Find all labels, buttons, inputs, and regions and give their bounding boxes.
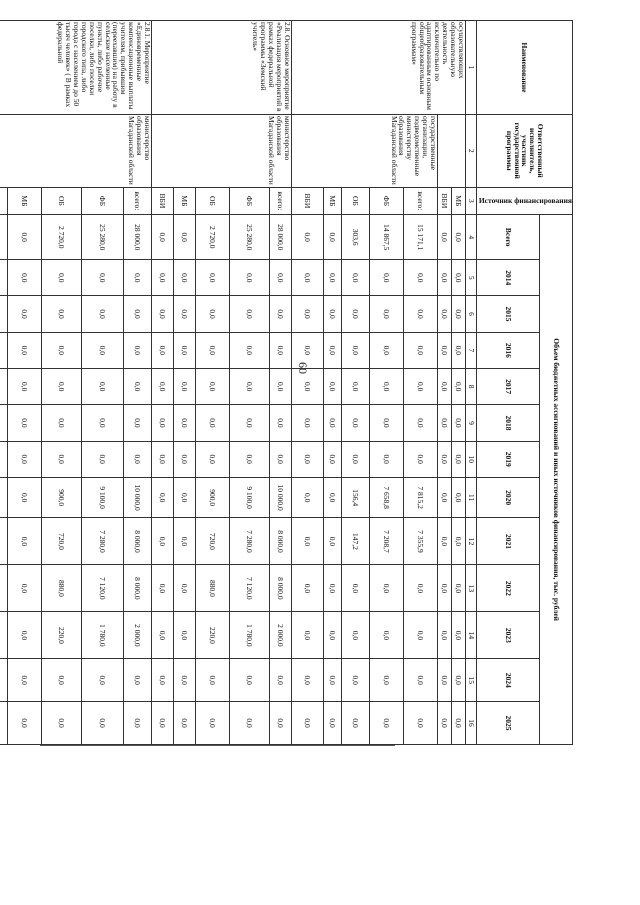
table-row: [123, 21, 151, 745]
row-value: 0,0: [323, 215, 341, 260]
row-value: 0,0: [229, 369, 269, 405]
row-value: 0,0: [229, 659, 269, 702]
row-value: 0,0: [151, 296, 173, 332]
row-value: 28 000,0: [269, 215, 291, 260]
row-value: 0,0: [291, 369, 323, 405]
row-value: 0,0: [323, 296, 341, 332]
row-value: 0,0: [323, 702, 341, 745]
row-value: 0,0: [369, 369, 403, 405]
row-value: 0,0: [291, 405, 323, 441]
row-value: 0,0: [81, 441, 123, 477]
row-source: МБ: [451, 187, 465, 215]
row-value: 0,0: [41, 332, 81, 368]
row-value: 0,0: [451, 612, 465, 659]
row-value: 0,0: [269, 702, 291, 745]
row-value: 0,0: [269, 296, 291, 332]
row-value: 0,0: [41, 659, 81, 702]
row-value: 0,0: [451, 659, 465, 702]
row-value: 0,0: [369, 260, 403, 296]
row-value: 0,0: [369, 441, 403, 477]
row-value: 0,0: [403, 369, 437, 405]
row-value: 0,0: [269, 441, 291, 477]
row-value: 0,0: [403, 612, 437, 659]
row-value: [0, 332, 7, 368]
row-value: 0,0: [195, 659, 229, 702]
row-value: 0,0: [437, 405, 451, 441]
row-value: 0,0: [437, 296, 451, 332]
column-number: 8: [465, 369, 476, 405]
row-value: 0,0: [81, 659, 123, 702]
row-value: [0, 215, 7, 260]
row-source: [0, 187, 7, 215]
row-value: 0,0: [291, 612, 323, 659]
column-number: 9: [465, 405, 476, 441]
row-value: 0,0: [151, 260, 173, 296]
row-value: 8 000,0: [269, 518, 291, 565]
row-value: 1 780,0: [81, 612, 123, 659]
row-value: 9 100,0: [229, 477, 269, 518]
row-value: 0,0: [341, 296, 369, 332]
page-number: 60: [296, 362, 310, 374]
row-value: 0,0: [151, 612, 173, 659]
row-value: 2 000,0: [123, 612, 151, 659]
row-value: 8 000,0: [269, 565, 291, 612]
row-value: 8 000,0: [123, 565, 151, 612]
row-value: 0,0: [341, 612, 369, 659]
row-value: 0,0: [291, 477, 323, 518]
row-value: 880,0: [195, 565, 229, 612]
column-number: 2: [465, 114, 476, 187]
row-value: [0, 477, 7, 518]
row-value: 0,0: [269, 369, 291, 405]
row-value: 0,0: [403, 296, 437, 332]
row-value: 0,0: [151, 405, 173, 441]
row-value: 0,0: [403, 405, 437, 441]
row-value: 0,0: [123, 441, 151, 477]
row-value: 0,0: [7, 369, 41, 405]
row-value: 15 171,1: [403, 215, 437, 260]
header-row: [539, 21, 572, 745]
header-volume: Объем бюджетных ассигнований и иных источников финансирования, тыс. рублей: [539, 215, 572, 745]
row-value: 14 867,5: [369, 215, 403, 260]
row-source: ВБИ: [291, 187, 323, 215]
row-value: 0,0: [229, 702, 269, 745]
row-value: 2 720,0: [41, 215, 81, 260]
row-source: ВБИ: [151, 187, 173, 215]
row-value: 8 000,0: [123, 518, 151, 565]
column-number: 4: [465, 215, 476, 260]
column-numbers-row: [465, 21, 476, 745]
row-value: 0,0: [173, 612, 195, 659]
row-value: 0,0: [151, 369, 173, 405]
row-value: 0,0: [7, 565, 41, 612]
row-value: [0, 659, 7, 702]
row-value: 0,0: [229, 296, 269, 332]
row-value: 0,0: [437, 260, 451, 296]
row-value: 0,0: [451, 260, 465, 296]
row-value: 0,0: [403, 702, 437, 745]
row-value: 0,0: [81, 260, 123, 296]
header-year-2015: 2015: [476, 296, 539, 332]
header-year-2017: 2017: [476, 369, 539, 405]
row-value: 0,0: [151, 477, 173, 518]
row-value: 0,0: [173, 518, 195, 565]
row-value: 7 355,9: [403, 518, 437, 565]
row-value: 0,0: [437, 441, 451, 477]
row-value: 0,0: [291, 296, 323, 332]
row-value: 0,0: [41, 369, 81, 405]
header-name: Наименование: [476, 21, 572, 115]
row-value: 7 280,0: [229, 518, 269, 565]
row-value: [0, 518, 7, 565]
row-value: 0,0: [123, 659, 151, 702]
column-number: 1: [465, 21, 476, 115]
header-source-text: Источник финансирования: [478, 195, 572, 205]
row-value: 0,0: [41, 441, 81, 477]
row-value: 0,0: [151, 659, 173, 702]
row-value: 0,0: [451, 369, 465, 405]
row-value: 0,0: [229, 260, 269, 296]
row-value: [0, 369, 7, 405]
row-value: 0,0: [323, 659, 341, 702]
row-value: 0,0: [437, 369, 451, 405]
row-value: 0,0: [173, 369, 195, 405]
row-value: 880,0: [41, 565, 81, 612]
row-value: 220,0: [41, 612, 81, 659]
row-value: 0,0: [291, 702, 323, 745]
row-value: 10 000,0: [269, 477, 291, 518]
row-value: 0,0: [151, 215, 173, 260]
row-value: 0,0: [173, 477, 195, 518]
row-source: МБ: [7, 187, 41, 215]
row-value: 0,0: [323, 518, 341, 565]
row-value: 0,0: [403, 659, 437, 702]
table-row: [403, 21, 437, 745]
row-value: 0,0: [341, 405, 369, 441]
column-number: 6: [465, 296, 476, 332]
row-value: 0,0: [291, 260, 323, 296]
row-value: 0,0: [369, 296, 403, 332]
column-number: 7: [465, 332, 476, 368]
row-value: 0,0: [341, 702, 369, 745]
header-year-2024: 2024: [476, 659, 539, 702]
row-value: 720,0: [195, 518, 229, 565]
row-value: 0,0: [341, 369, 369, 405]
row-value: 0,0: [7, 477, 41, 518]
table-row: [451, 21, 465, 745]
row-value: 7 208,7: [369, 518, 403, 565]
row-value: 0,0: [7, 332, 41, 368]
row-value: 0,0: [269, 332, 291, 368]
header-source: [476, 187, 572, 215]
row-value: 0,0: [323, 612, 341, 659]
row-value: 0,0: [451, 215, 465, 260]
row-value: 0,0: [151, 332, 173, 368]
row-source: МБ: [323, 187, 341, 215]
column-number: 10: [465, 441, 476, 477]
row-value: 0,0: [173, 441, 195, 477]
row-value: 0,0: [341, 565, 369, 612]
row-value: [0, 296, 7, 332]
row-value: 0,0: [173, 260, 195, 296]
row-value: 147,2: [341, 518, 369, 565]
row-value: 0,0: [437, 659, 451, 702]
header-year-2023: 2023: [476, 612, 539, 659]
row-value: 0,0: [173, 702, 195, 745]
row-value: 0,0: [437, 702, 451, 745]
row-value: 0,0: [451, 441, 465, 477]
row-value: 0,0: [81, 332, 123, 368]
row-value: 0,0: [41, 702, 81, 745]
row-value: 0,0: [291, 518, 323, 565]
rotated-table-area: [20, 20, 573, 745]
row-value: 0,0: [291, 565, 323, 612]
row-value: 0,0: [291, 441, 323, 477]
row-value: 0,0: [151, 565, 173, 612]
column-number: 5: [465, 260, 476, 296]
row-value: 0,0: [451, 332, 465, 368]
row-source: всего:: [269, 187, 291, 215]
row-source: ОБ: [341, 187, 369, 215]
row-value: 0,0: [451, 565, 465, 612]
row-value: [0, 260, 7, 296]
row-source: ФБ: [369, 187, 403, 215]
row-value: 7 120,0: [81, 565, 123, 612]
row-value: 900,0: [41, 477, 81, 518]
row-value: 0,0: [123, 332, 151, 368]
row-value: 0,0: [7, 702, 41, 745]
budget-table: [0, 20, 573, 745]
row-value: [0, 441, 7, 477]
table-header: [465, 21, 572, 745]
row-value: 0,0: [323, 405, 341, 441]
row-executor: министерство образования Магаданской области: [0, 114, 151, 187]
row-source: ВБИ: [437, 187, 451, 215]
row-value: 0,0: [195, 369, 229, 405]
row-value: 0,0: [7, 518, 41, 565]
row-value: 0,0: [291, 332, 323, 368]
row-value: 0,0: [451, 702, 465, 745]
row-value: 0,0: [81, 405, 123, 441]
row-value: 0,0: [81, 702, 123, 745]
row-value: 0,0: [437, 518, 451, 565]
row-value: 0,0: [229, 441, 269, 477]
row-value: 0,0: [41, 260, 81, 296]
row-value: 0,0: [341, 659, 369, 702]
row-value: 0,0: [369, 659, 403, 702]
row-value: 0,0: [341, 441, 369, 477]
row-value: 28 000,0: [123, 215, 151, 260]
header-year-2020: 2020: [476, 477, 539, 518]
row-value: 0,0: [451, 405, 465, 441]
row-value: 0,0: [7, 296, 41, 332]
row-value: 0,0: [323, 369, 341, 405]
footer-rule: [40, 745, 395, 746]
row-value: 0,0: [7, 260, 41, 296]
row-value: [0, 702, 7, 745]
column-number: 15: [465, 659, 476, 702]
row-source: ОБ: [41, 187, 81, 215]
row-value: 0,0: [403, 441, 437, 477]
row-value: 0,0: [341, 260, 369, 296]
row-value: 0,0: [403, 565, 437, 612]
row-value: 0,0: [7, 405, 41, 441]
header-year-2021: 2021: [476, 518, 539, 565]
header-year-2014: 2014: [476, 260, 539, 296]
row-value: 0,0: [151, 702, 173, 745]
row-value: 0,0: [195, 296, 229, 332]
column-number: 16: [465, 702, 476, 745]
row-value: 0,0: [7, 441, 41, 477]
row-name: 2.8. Основное мероприятие «Реализация мероприятий в рамках федеральной программы «Земский учитель»: [151, 21, 291, 115]
row-value: 0,0: [7, 612, 41, 659]
row-value: 0,0: [291, 659, 323, 702]
row-value: 0,0: [81, 296, 123, 332]
row-value: 0,0: [437, 612, 451, 659]
row-name: 2.8.1. Мероприятие «Единовременные компенсационные выплаты учителям, прибывшим (переехавшим) на работу в сельские населенные пункты, либо рабочие поселки, либо поселки городского типа, либо города с населением до 50 тысяч человек» ( В рамках федеральной: [0, 21, 151, 115]
row-value: 0,0: [323, 441, 341, 477]
header-year-2016: 2016: [476, 332, 539, 368]
row-value: 0,0: [369, 332, 403, 368]
row-value: 0,0: [403, 260, 437, 296]
row-value: 0,0: [195, 260, 229, 296]
row-value: 0,0: [123, 296, 151, 332]
row-value: 0,0: [151, 441, 173, 477]
row-value: 0,0: [123, 260, 151, 296]
row-value: 7 120,0: [229, 565, 269, 612]
row-value: 2 720,0: [195, 215, 229, 260]
row-value: 0,0: [369, 565, 403, 612]
row-value: 0,0: [123, 702, 151, 745]
row-value: 156,4: [341, 477, 369, 518]
row-source: всего:: [403, 187, 437, 215]
row-value: 7 658,8: [369, 477, 403, 518]
row-value: 0,0: [437, 215, 451, 260]
row-value: 9 100,0: [81, 477, 123, 518]
header-year-2018: 2018: [476, 405, 539, 441]
row-value: 0,0: [451, 477, 465, 518]
header-total: Всего: [476, 215, 539, 260]
row-value: 0,0: [7, 659, 41, 702]
row-value: 25 280,0: [81, 215, 123, 260]
row-value: 0,0: [123, 405, 151, 441]
row-name: осуществляющих образовательную деятельность исключительно по адаптированным основным общеобразовательным программам»: [291, 21, 465, 115]
row-value: 0,0: [173, 405, 195, 441]
row-value: 900,0: [195, 477, 229, 518]
row-value: 0,0: [81, 369, 123, 405]
row-value: 0,0: [269, 659, 291, 702]
row-value: 0,0: [323, 332, 341, 368]
row-value: 0,0: [451, 296, 465, 332]
row-value: 10 000,0: [123, 477, 151, 518]
row-value: 0,0: [323, 260, 341, 296]
row-source: всего:: [123, 187, 151, 215]
row-value: 720,0: [41, 518, 81, 565]
row-value: 0,0: [291, 215, 323, 260]
header-year-2025: 2025: [476, 702, 539, 745]
header-year-2019: 2019: [476, 441, 539, 477]
row-value: [0, 612, 7, 659]
row-value: 0,0: [269, 260, 291, 296]
row-value: 0,0: [173, 659, 195, 702]
row-value: 0,0: [369, 612, 403, 659]
row-value: 0,0: [7, 215, 41, 260]
row-value: 0,0: [41, 405, 81, 441]
row-value: 0,0: [403, 332, 437, 368]
row-value: 0,0: [173, 332, 195, 368]
column-number: 14: [465, 612, 476, 659]
column-number: 12: [465, 518, 476, 565]
row-value: 0,0: [195, 405, 229, 441]
row-value: 0,0: [195, 332, 229, 368]
header-year-2022: 2022: [476, 565, 539, 612]
row-value: 0,0: [229, 405, 269, 441]
row-value: 0,0: [437, 477, 451, 518]
row-value: [0, 565, 7, 612]
row-value: 0,0: [323, 565, 341, 612]
row-executor: министерство образования Магаданской области: [151, 114, 291, 187]
row-value: 0,0: [151, 518, 173, 565]
row-source: ФБ: [81, 187, 123, 215]
row-value: 0,0: [437, 332, 451, 368]
row-value: 0,0: [195, 441, 229, 477]
row-source: ОБ: [195, 187, 229, 215]
header-executor: Ответственный исполнитель, участник государственной программы: [476, 114, 572, 187]
row-executor: [437, 114, 465, 187]
row-value: 25 280,0: [229, 215, 269, 260]
row-value: [0, 405, 7, 441]
row-value: 0,0: [41, 296, 81, 332]
table-row: [269, 21, 291, 745]
row-value: 0,0: [323, 477, 341, 518]
row-source: МБ: [173, 187, 195, 215]
row-value: 2 000,0: [269, 612, 291, 659]
row-value: 0,0: [369, 405, 403, 441]
row-value: 1 780,0: [229, 612, 269, 659]
column-number: 13: [465, 565, 476, 612]
column-number: 3: [465, 187, 476, 215]
table-body: [0, 21, 465, 745]
row-value: 7 280,0: [81, 518, 123, 565]
row-value: 303,6: [341, 215, 369, 260]
row-value: 0,0: [123, 369, 151, 405]
row-value: 0,0: [451, 518, 465, 565]
row-value: 0,0: [229, 332, 269, 368]
row-value: 0,0: [437, 565, 451, 612]
column-number: 11: [465, 477, 476, 518]
row-value: 7 815,2: [403, 477, 437, 518]
row-value: 220,0: [195, 612, 229, 659]
row-value: 0,0: [173, 215, 195, 260]
row-value: 0,0: [195, 702, 229, 745]
table-wrapper: [20, 20, 573, 745]
row-value: 0,0: [173, 565, 195, 612]
row-value: 0,0: [341, 332, 369, 368]
row-value: 0,0: [173, 296, 195, 332]
row-value: 0,0: [269, 405, 291, 441]
row-executor: государственные организации, подведомственные министерству образования Магаданской области: [291, 114, 437, 187]
row-value: 0,0: [369, 702, 403, 745]
row-source: ФБ: [229, 187, 269, 215]
